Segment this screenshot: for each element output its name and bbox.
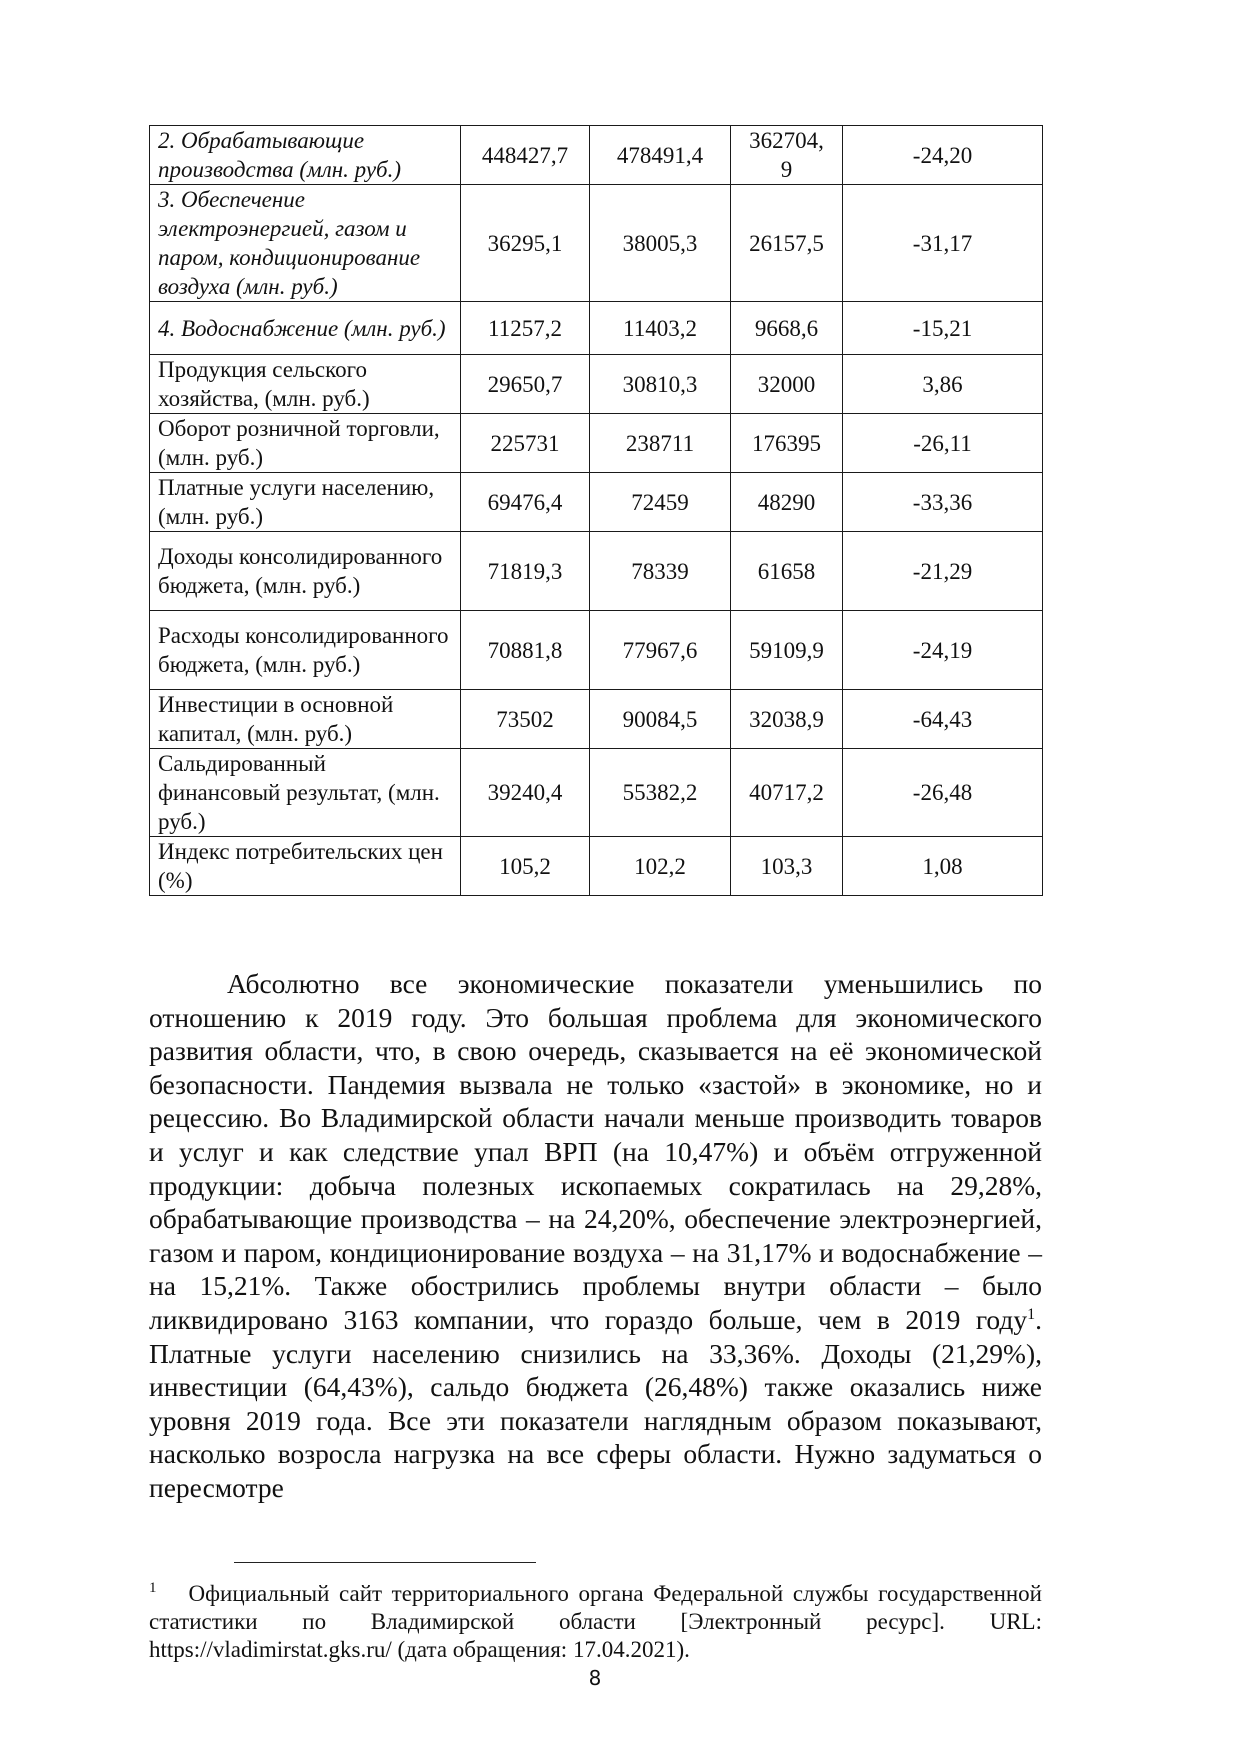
indicator-cell: 2. Обрабатывающие производства (млн. руб.) (150, 126, 461, 185)
value-cell-v2019: 70881,8 (461, 611, 590, 690)
value-cell-v2020: 362704, 9 (731, 126, 843, 185)
paragraph-text-part2: . Платные услуги населению снизились на 33,36%. Доходы (21,29%), инвестиции (64,43%), сальдо бюджета (26,48%) также оказались ниже уровня 2019 года. Все эти показатели наглядным образом показывают, насколько возросла нагрузка на все сферы области. Нужно задуматься о пересмотре (149, 1303, 1042, 1503)
body-paragraph (149, 967, 1042, 1505)
value-cell-v2019: 225731 (461, 414, 590, 473)
value-cell-v2019b: 77967,6 (590, 611, 731, 690)
value-cell-change: -26,11 (843, 414, 1043, 473)
value-cell-change: -33,36 (843, 473, 1043, 532)
table-row (150, 185, 1043, 302)
table-row (150, 690, 1043, 749)
value-cell-v2019b: 238711 (590, 414, 731, 473)
indicator-cell: Инвестиции в основной капитал, (млн. руб.) (150, 690, 461, 749)
indicator-cell: Индекс потребительских цен (%) (150, 837, 461, 896)
footnote-separator (234, 1562, 536, 1563)
indicator-cell: Расходы консолидированного бюджета, (млн. руб.) (150, 611, 461, 690)
paragraph-text-part1: Абсолютно все экономические показатели уменьшились по отношению к 2019 году. Это большая проблема для экономического развития области, что, в свою очередь, сказывается на её экономической безопасности. Пандемия вызвала не только «застой» в экономике, но и рецессию. Во Владимирской области начали меньше производить товаров и услуг и как следствие упал ВРП (на 10,47%) и объём отгруженной продукции: добыча полезных ископаемых сократилась на 29,28%, обрабатывающие производства – на 24,20%, обеспечение электроэнергией, газом и паром, кондиционирование воздуха – на 31,17% и водоснабжение – на 15,21%. Также обострились проблемы внутри области – было ликвидировано 3163 компании, что гораздо больше, чем в 2019 году (149, 968, 1042, 1335)
value-cell-v2020: 61658 (731, 532, 843, 611)
page-number: 8 (588, 1666, 602, 1690)
value-cell-v2020: 32000 (731, 355, 843, 414)
table-body (150, 126, 1043, 896)
value-cell-change: -24,19 (843, 611, 1043, 690)
value-cell-v2019b: 90084,5 (590, 690, 731, 749)
value-cell-v2020: 176395 (731, 414, 843, 473)
value-cell-change: -26,48 (843, 749, 1043, 837)
table-row (150, 302, 1043, 355)
value-cell-v2020: 59109,9 (731, 611, 843, 690)
value-cell-v2019: 73502 (461, 690, 590, 749)
table-row (150, 414, 1043, 473)
value-cell-change: -24,20 (843, 126, 1043, 185)
indicator-cell: Платные услуги населению, (млн. руб.) (150, 473, 461, 532)
value-cell-change: -21,29 (843, 532, 1043, 611)
value-cell-change: 3,86 (843, 355, 1043, 414)
value-cell-v2020: 103,3 (731, 837, 843, 896)
table-row (150, 473, 1043, 532)
footnote (149, 1580, 1042, 1664)
value-cell-v2019b: 72459 (590, 473, 731, 532)
indicator-cell: Сальдированный финансовый результат, (млн. руб.) (150, 749, 461, 837)
footnote-marker: 1 (149, 1580, 157, 1597)
value-cell-change: -64,43 (843, 690, 1043, 749)
value-cell-v2020: 9668,6 (731, 302, 843, 355)
value-cell-v2019b: 102,2 (590, 837, 731, 896)
indicator-cell: 4. Водоснабжение (млн. руб.) (150, 302, 461, 355)
value-cell-v2020: 32038,9 (731, 690, 843, 749)
indicator-cell: Оборот розничной торговли, (млн. руб.) (150, 414, 461, 473)
value-cell-v2019: 448427,7 (461, 126, 590, 185)
value-cell-v2019: 39240,4 (461, 749, 590, 837)
value-cell-v2019: 69476,4 (461, 473, 590, 532)
value-cell-v2019: 71819,3 (461, 532, 590, 611)
indicator-cell: Продукция сельского хозяйства, (млн. руб.) (150, 355, 461, 414)
value-cell-v2019: 29650,7 (461, 355, 590, 414)
value-cell-v2019: 11257,2 (461, 302, 590, 355)
value-cell-v2019b: 478491,4 (590, 126, 731, 185)
value-cell-v2019b: 55382,2 (590, 749, 731, 837)
table-row (150, 355, 1043, 414)
value-cell-v2020: 48290 (731, 473, 843, 532)
table-row (150, 611, 1043, 690)
table-row (150, 837, 1043, 896)
value-cell-change: 1,08 (843, 837, 1043, 896)
value-cell-v2020: 26157,5 (731, 185, 843, 302)
value-cell-v2019b: 78339 (590, 532, 731, 611)
table-row (150, 532, 1043, 611)
value-cell-v2019b: 11403,2 (590, 302, 731, 355)
table-row (150, 126, 1043, 185)
value-cell-v2019b: 38005,3 (590, 185, 731, 302)
statistics-table (149, 125, 1043, 896)
value-cell-v2019b: 30810,3 (590, 355, 731, 414)
footnote-reference[interactable]: 1 (1027, 1305, 1036, 1323)
indicator-cell: Доходы консолидированного бюджета, (млн. руб.) (150, 532, 461, 611)
value-cell-change: -31,17 (843, 185, 1043, 302)
indicator-cell: 3. Обеспечение электроэнергией, газом и паром, кондиционирование воздуха (млн. руб.) (150, 185, 461, 302)
value-cell-v2019: 105,2 (461, 837, 590, 896)
footnote-text: Официальный сайт территориального органа Федеральной службы государственной статистики по Владимирской области [Электронный ресурс]. URL: https://vladimirstat.gks.ru/ (дата обращения: 17.04.2021). (149, 1581, 1042, 1662)
table-row (150, 749, 1043, 837)
value-cell-v2020: 40717,2 (731, 749, 843, 837)
value-cell-v2019: 36295,1 (461, 185, 590, 302)
value-cell-change: -15,21 (843, 302, 1043, 355)
